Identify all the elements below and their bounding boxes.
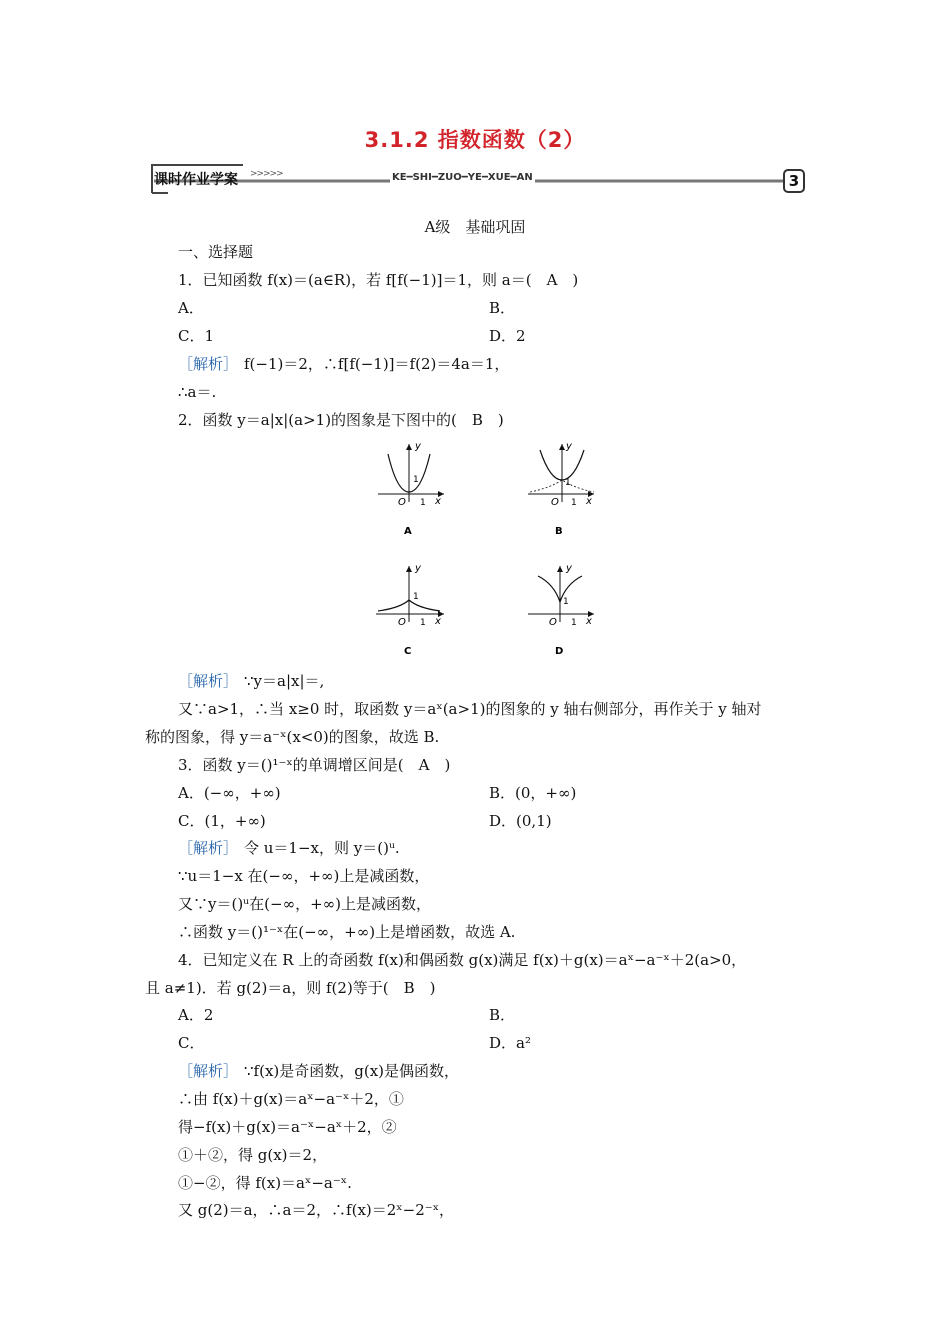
graph-c bbox=[372, 562, 452, 662]
q2-solution-2: 又∵a>1，∴当 x≥0 时，取函数 y＝aˣ(a>1)的图象的 y 轴右侧部分，再作关于 y 轴对 bbox=[178, 700, 762, 718]
q4-option-a: A．2 bbox=[178, 1006, 214, 1024]
q2-analysis-tag: ［解析］ bbox=[178, 672, 239, 690]
q3-solution-2: ∵u＝1−x 在(−∞，+∞)上是减函数， bbox=[178, 867, 430, 885]
svg-text:y: y bbox=[415, 441, 421, 452]
svg-text:D: D bbox=[555, 646, 564, 657]
graph-b bbox=[522, 440, 602, 540]
graph-d bbox=[522, 562, 602, 662]
svg-text:1: 1 bbox=[413, 475, 419, 485]
svg-text:y: y bbox=[566, 441, 572, 452]
q4-solution-4: ①＋②，得 g(x)＝2， bbox=[178, 1146, 328, 1164]
q4-solution-1: ∵f(x)是奇函数，g(x)是偶函数， bbox=[244, 1062, 460, 1080]
svg-text:x: x bbox=[586, 496, 592, 507]
q4-analysis-tag: ［解析］ bbox=[178, 1062, 239, 1080]
q3-stem: 3．函数 y＝()¹⁻ˣ的单调增区间是( A ) bbox=[178, 756, 451, 774]
q3-solution-1: 令 u＝1−x，则 y＝()ᵘ. bbox=[244, 839, 400, 857]
q4-option-d: D．a² bbox=[489, 1034, 531, 1052]
svg-text:x: x bbox=[435, 496, 441, 507]
q3-solution-3: 又∵y＝()ᵘ在(−∞，+∞)上是减函数， bbox=[178, 895, 431, 913]
q4-stem-1: 4．已知定义在 R 上的奇函数 f(x)和偶函数 g(x)满足 f(x)＋g(x)＝aˣ−a⁻ˣ＋2(a>0， bbox=[178, 951, 747, 969]
q1-analysis-tag: ［解析］ bbox=[178, 355, 239, 373]
svg-text:y: y bbox=[415, 563, 421, 574]
level-heading: A级 基础巩固 bbox=[424, 218, 526, 236]
section-heading: 一、选择题 bbox=[178, 243, 254, 261]
q4-stem-2: 且 a≠1)．若 g(2)＝a，则 f(2)等于( B ) bbox=[145, 979, 436, 997]
q1-solution-2: ∴a＝. bbox=[178, 383, 217, 401]
q4-option-b: B． bbox=[489, 1006, 516, 1024]
svg-text:1: 1 bbox=[420, 498, 426, 508]
q3-solution-4: ∴函数 y＝()¹⁻ˣ在(−∞，+∞)上是增函数，故选 A. bbox=[178, 923, 516, 941]
q4-solution-5: ①−②，得 f(x)＝aˣ−a⁻ˣ. bbox=[178, 1174, 352, 1192]
banner-label: 课时作业学案 bbox=[154, 172, 238, 188]
svg-text:x: x bbox=[435, 616, 441, 627]
svg-text:B: B bbox=[555, 526, 563, 537]
graph-a bbox=[372, 440, 452, 540]
q2-solution-3: 称的图象，得 y＝a⁻ˣ(x<0)的图象，故选 B. bbox=[145, 728, 440, 746]
svg-text:O: O bbox=[398, 497, 406, 508]
q2-solution-1: ∵y＝a|x|＝, bbox=[244, 672, 325, 690]
q3-option-d: D．(0,1) bbox=[489, 812, 552, 830]
svg-text:1: 1 bbox=[413, 592, 419, 602]
svg-text:x: x bbox=[586, 616, 592, 627]
svg-text:O: O bbox=[551, 497, 559, 508]
q4-solution-3: 得−f(x)＋g(x)＝a⁻ˣ−aˣ＋2，② bbox=[178, 1118, 397, 1136]
svg-text:O: O bbox=[549, 617, 557, 628]
q1-option-d: D．2 bbox=[489, 327, 526, 345]
svg-text:1: 1 bbox=[571, 498, 577, 508]
q1-option-b: B． bbox=[489, 299, 516, 317]
q2-stem: 2．函数 y＝a|x|(a>1)的图象是下图中的( B ) bbox=[178, 411, 504, 429]
q3-option-b: B．(0，+∞) bbox=[489, 784, 577, 802]
banner-number: 3 bbox=[783, 169, 805, 193]
banner-code: KE━SHI━ZUO━YE━XUE━AN bbox=[392, 172, 533, 183]
q4-solution-2: ∴由 f(x)＋g(x)＝aˣ−a⁻ˣ＋2，① bbox=[178, 1090, 404, 1108]
section-banner bbox=[148, 163, 808, 199]
q1-stem: 1．已知函数 f(x)＝(a∈R)，若 f[f(−1)]＝1，则 a＝( A ) bbox=[178, 271, 579, 289]
q4-option-c: C． bbox=[178, 1034, 205, 1052]
svg-text:1: 1 bbox=[420, 618, 426, 628]
q1-solution-1: f(−1)＝2，∴f[f(−1)]＝f(2)＝4a＝1， bbox=[244, 355, 510, 373]
svg-text:1: 1 bbox=[563, 597, 569, 607]
svg-text:O: O bbox=[398, 617, 406, 628]
q3-option-a: A．(−∞，+∞) bbox=[178, 784, 281, 802]
svg-text:A: A bbox=[404, 526, 412, 537]
q3-option-c: C．(1，+∞) bbox=[178, 812, 266, 830]
q1-option-a: A． bbox=[178, 299, 204, 317]
svg-text:C: C bbox=[404, 646, 412, 657]
svg-text:1: 1 bbox=[571, 618, 577, 628]
page-title: 3.1.2 指数函数（2） bbox=[364, 128, 586, 152]
banner-arrows: >>>>> bbox=[250, 169, 283, 179]
q4-solution-6: 又 g(2)＝a，∴a＝2，∴f(x)＝2ˣ−2⁻ˣ， bbox=[178, 1201, 455, 1219]
q3-analysis-tag: ［解析］ bbox=[178, 839, 239, 857]
q1-option-c: C．1 bbox=[178, 327, 215, 345]
svg-text:1: 1 bbox=[565, 478, 571, 488]
svg-text:y: y bbox=[566, 563, 572, 574]
